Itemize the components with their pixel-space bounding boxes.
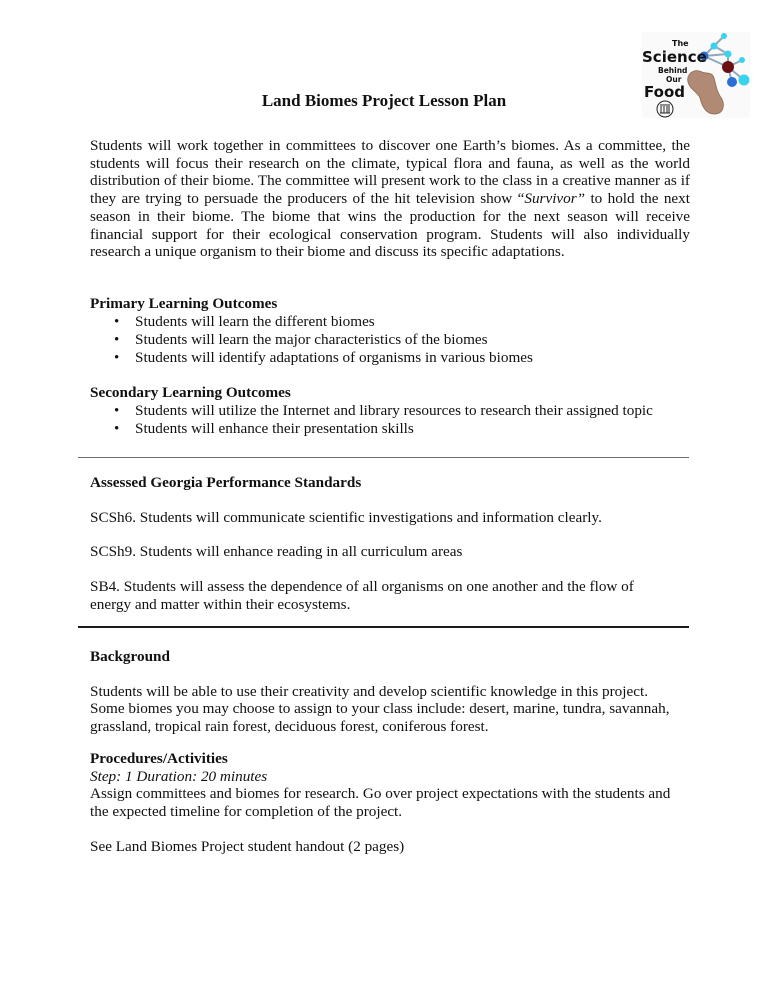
bullet-icon: • — [114, 420, 120, 437]
svg-text:Science: Science — [642, 48, 707, 66]
list-item-text: Students will learn the different biomes — [135, 312, 375, 330]
background-heading: Background — [90, 648, 170, 665]
standard-scsh6: SCSh6. Students will communicate scientific investigations and information clearly. — [90, 508, 602, 526]
list-item-text: Students will learn the major characteristics of the biomes — [135, 330, 488, 348]
list-item-text: Students will utilize the Internet and library resources to research their assigned topic — [135, 401, 653, 419]
svg-text:The: The — [672, 39, 689, 48]
standards-section — [90, 474, 690, 614]
list-item — [90, 420, 690, 438]
handout-note: See Land Biomes Project student handout (2 pages) — [90, 837, 405, 855]
bullet-icon: • — [114, 349, 120, 366]
list-item — [90, 402, 690, 420]
page-title: Land Biomes Project Lesson Plan — [261, 91, 507, 110]
bullet-icon: • — [114, 402, 120, 419]
procedures-heading: Procedures/Activities — [90, 750, 228, 767]
section-divider-thick — [78, 626, 689, 628]
section-divider — [78, 457, 689, 458]
list-item — [90, 331, 690, 349]
primary-outcomes-heading: Primary Learning Outcomes — [90, 295, 278, 312]
standard-sb4: SB4. Students will assess the dependence of all organisms on one another and the flow of energy and matter within their ecosystems. — [90, 578, 634, 613]
standard-scsh9: SCSh9. Students will enhance reading in all curriculum areas — [90, 543, 463, 561]
secondary-outcomes-heading: Secondary Learning Outcomes — [90, 384, 291, 401]
svg-text:Our: Our — [666, 75, 682, 84]
standards-heading: Assessed Georgia Performance Standards — [90, 474, 362, 491]
list-item — [90, 349, 690, 367]
bullet-icon: • — [114, 313, 120, 330]
intro-text-part-1: Students will work together in committees to discover one Earth’s biomes. As a committee, the students will focus their research on the climate, typical flora and fauna, as well as the world distribution of their biome. The committee will present work to the class in a creative manner as if they are trying to persuade the producers of the hit television show “ — [90, 137, 690, 208]
svg-text:Behind: Behind — [658, 66, 688, 75]
survivor-show-title: Survivor” — [524, 190, 586, 208]
list-item-text: Students will identify adaptations of organisms in various biomes — [135, 348, 533, 366]
background-text: Students will be able to use their creativity and develop scientific knowledge in this project. Some biomes you may choose to assign to your class include: desert, marine, tundra, savannah, grassland, tropical rain forest, deciduous forest, coniferous forest. — [90, 682, 670, 736]
procedures-text: Assign committees and biomes for research. Go over project expectations with the students and the expected timeline for completion of the project. — [90, 785, 671, 821]
secondary-outcomes-list — [90, 402, 690, 438]
intro-paragraph — [90, 137, 690, 261]
intro-section — [90, 137, 690, 261]
background-section — [90, 648, 690, 736]
primary-outcomes-list — [90, 313, 690, 367]
svg-text:Food: Food — [644, 83, 685, 101]
bullet-icon: • — [114, 331, 120, 348]
list-item — [90, 313, 690, 331]
list-item-text: Students will enhance their presentation skills — [135, 419, 414, 437]
step-duration: Step: 1 Duration: 20 minutes — [90, 767, 268, 785]
procedures-section — [90, 750, 690, 856]
primary-outcomes-section — [90, 295, 690, 367]
intro-text-part-2: to hold the next season in their biome. The biome that wins the production for the next season will receive financial support for their ecological conservation program. Students will also individually research a unique organism to their biome and discuss its specific adaptations. — [90, 190, 690, 261]
secondary-outcomes-section — [90, 384, 690, 438]
